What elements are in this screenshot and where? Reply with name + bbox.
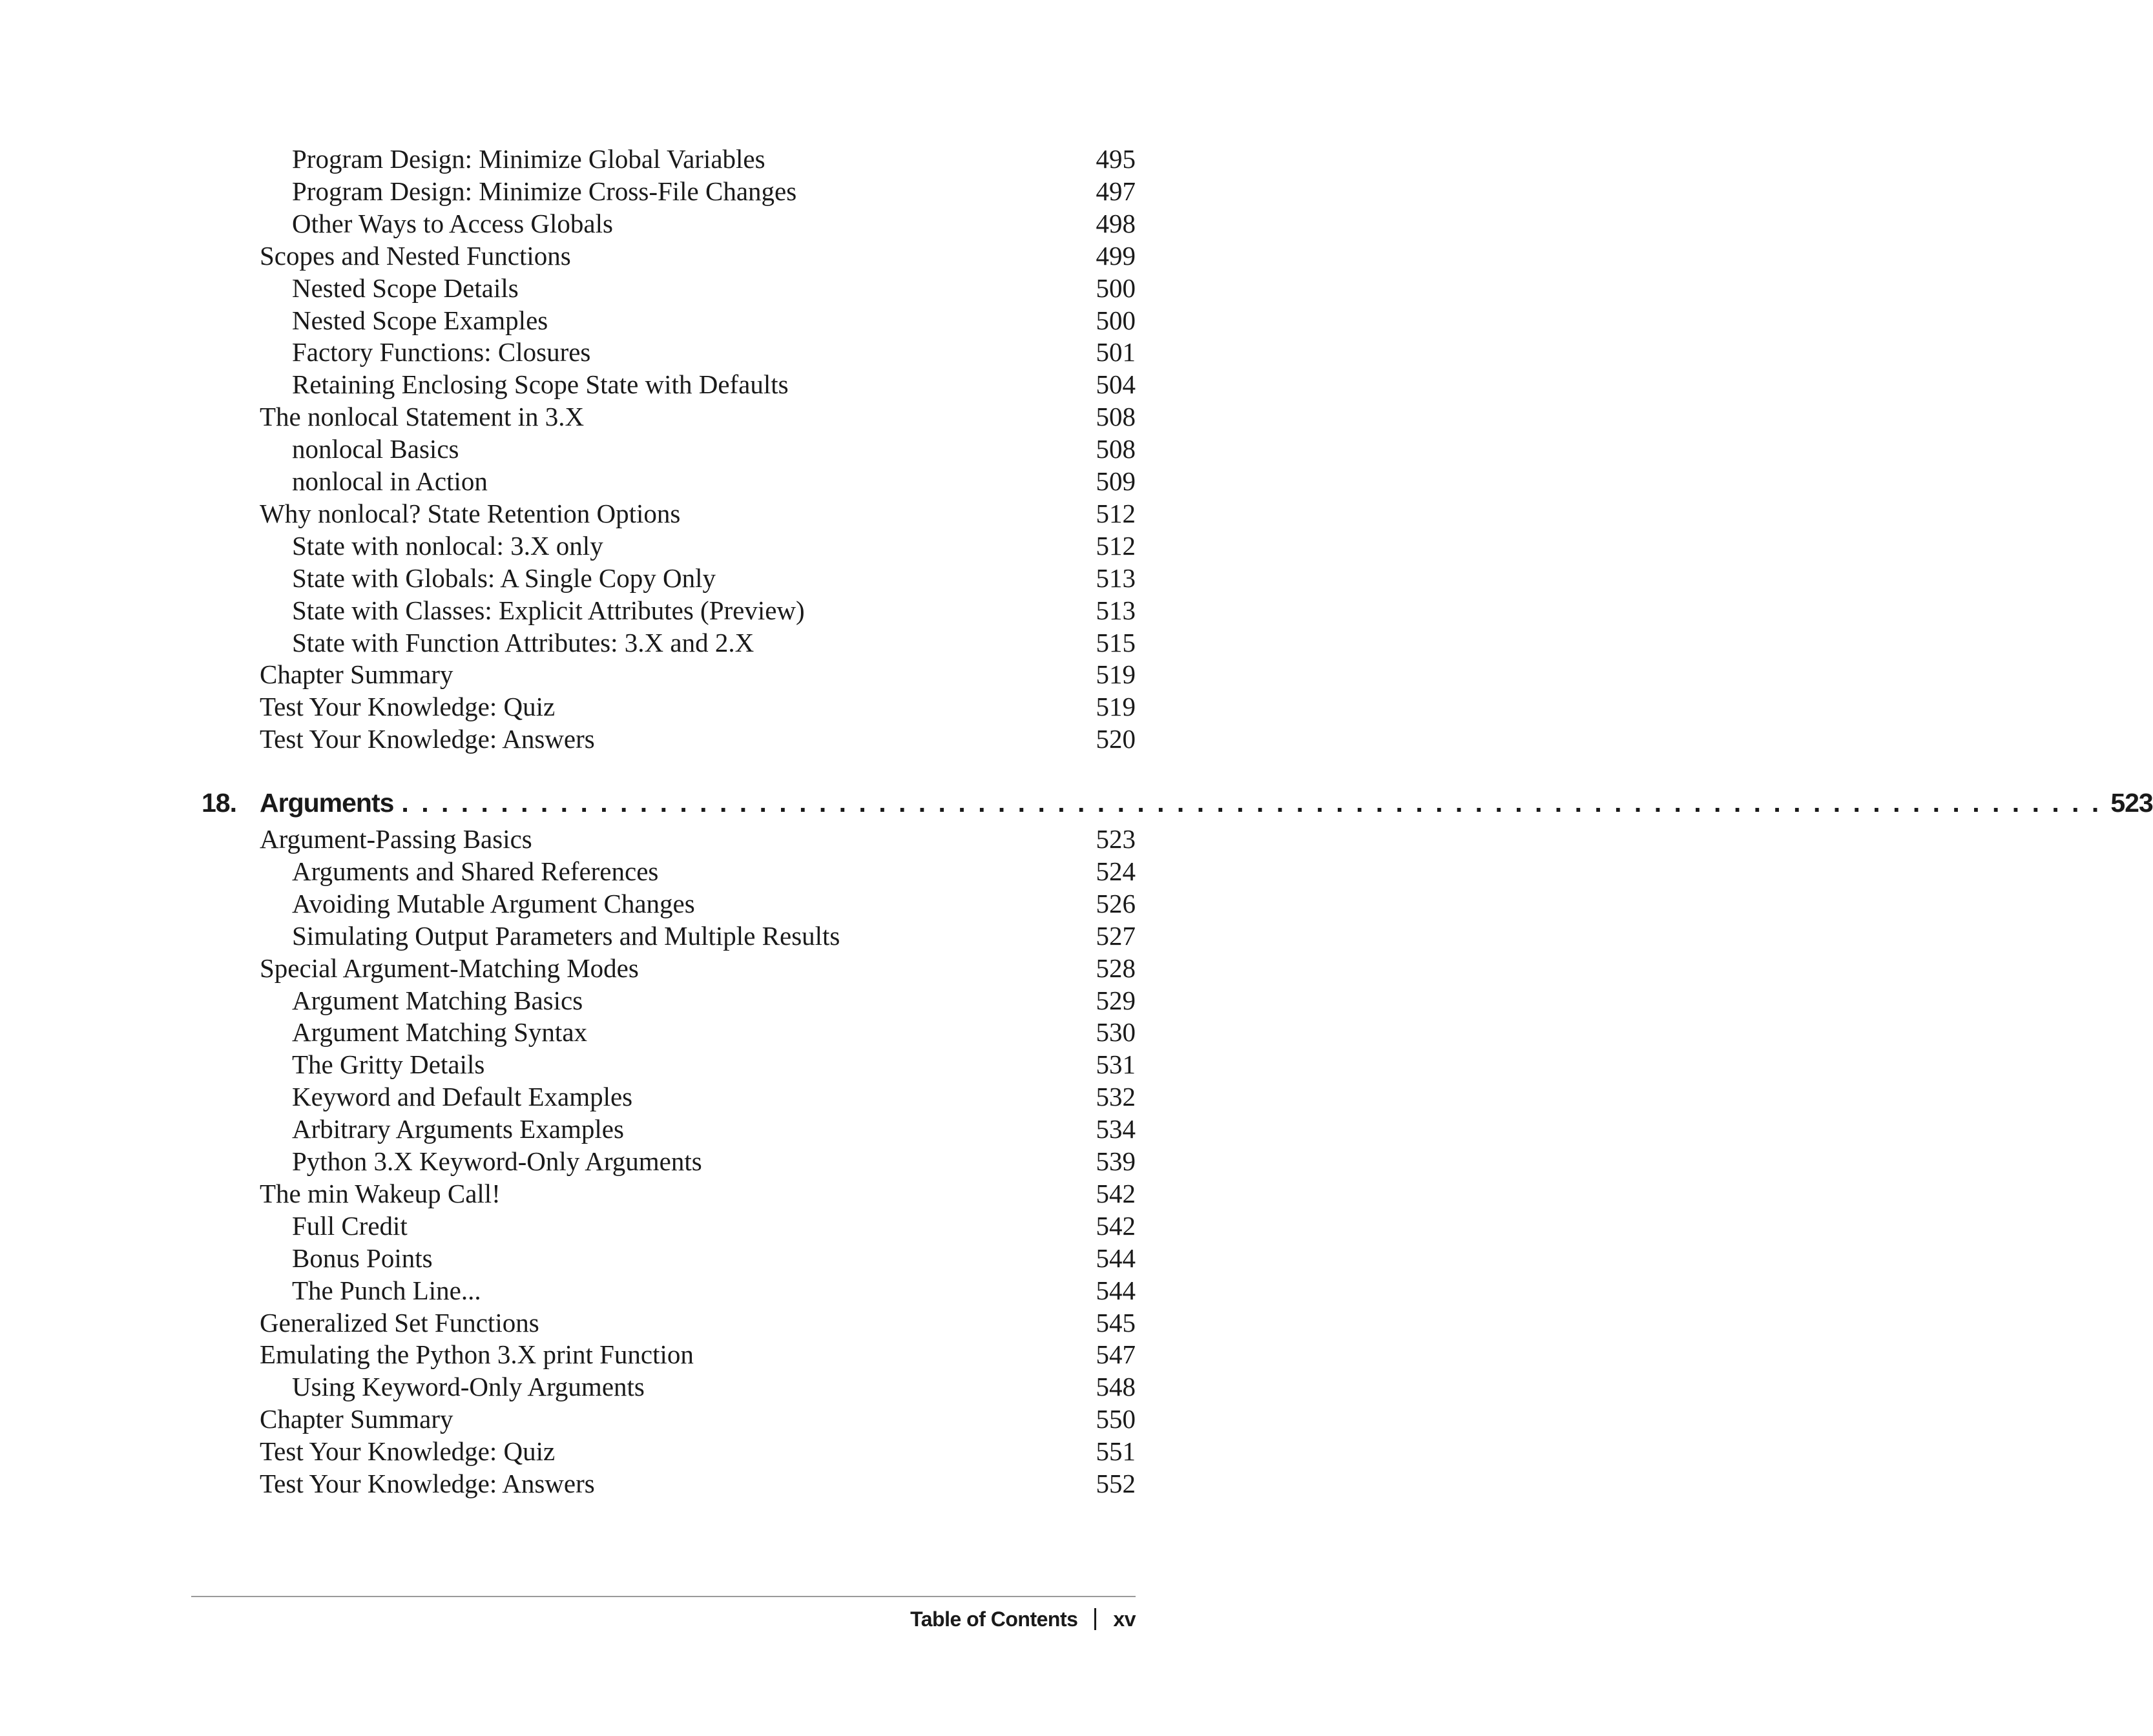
chapter-number: 18. [202, 788, 236, 818]
toc-entry[interactable] [292, 1048, 1136, 1080]
toc-entry-title: Scopes and Nested Functions [260, 240, 571, 271]
toc-entry-title: Simulating Output Parameters and Multiple Results [292, 920, 840, 951]
toc-entry[interactable] [292, 433, 1136, 465]
toc-entry[interactable] [292, 1016, 1136, 1048]
toc-entry-title: Test Your Knowledge: Quiz [260, 692, 556, 722]
toc-entry-page: 508 [1096, 434, 1136, 464]
toc-entry-page: 497 [1096, 176, 1136, 206]
toc-entry[interactable] [292, 1210, 1136, 1242]
toc-entry[interactable] [292, 465, 1136, 497]
toc-entry[interactable] [292, 984, 1136, 1017]
toc-entry[interactable] [260, 1177, 1136, 1210]
toc-entry-page: 500 [1096, 273, 1136, 303]
toc-entry-title: Test Your Knowledge: Answers [260, 724, 595, 754]
toc-entry-title: Special Argument-Matching Modes [260, 953, 639, 983]
footer-section-title: Table of Contents [910, 1607, 1078, 1631]
toc-entry-title: Test Your Knowledge: Quiz [260, 1436, 556, 1467]
toc-entry-title: Chapter Summary [260, 1404, 453, 1434]
toc-entry-title: Factory Functions: Closures [292, 337, 591, 367]
toc-entry-title: State with Classes: Explicit Attributes (Preview) [292, 595, 805, 625]
toc-entry-title: Argument Matching Syntax [292, 1017, 588, 1048]
toc-entry[interactable] [292, 562, 1136, 594]
toc-entry-title: Other Ways to Access Globals [292, 208, 613, 238]
toc-entry-title: State with Globals: A Single Copy Only [292, 563, 716, 593]
toc-entry-page: 529 [1096, 985, 1136, 1015]
toc-entry-title: Why nonlocal? State Retention Options [260, 498, 681, 528]
toc-entry-page: 498 [1096, 208, 1136, 238]
toc-entry[interactable] [260, 690, 1136, 723]
toc-entry[interactable] [260, 823, 1136, 855]
toc-entry[interactable] [292, 1113, 1136, 1145]
toc-entry[interactable] [292, 1370, 1136, 1403]
toc-entry-page: 512 [1096, 498, 1136, 528]
toc-entry[interactable] [260, 658, 1136, 690]
toc-entry[interactable] [292, 855, 1136, 887]
toc-entry-page: 513 [1096, 595, 1136, 625]
toc-entry[interactable] [292, 368, 1136, 400]
toc-entry-title: State with Function Attributes: 3.X and 2.X [292, 627, 754, 657]
chapter-page-number: 523 [2110, 788, 2153, 818]
toc-entry-title: Keyword and Default Examples [292, 1082, 633, 1112]
footer-page-number: xv [1113, 1607, 1136, 1631]
toc-entry-page: 523 [1096, 824, 1136, 854]
toc-entry-title: The min Wakeup Call! [260, 1178, 501, 1208]
toc-entry[interactable] [292, 175, 1136, 207]
toc-entry-page: 512 [1096, 530, 1136, 561]
toc-entry-title: nonlocal in Action [292, 466, 488, 496]
toc-entry-page: 519 [1096, 659, 1136, 690]
toc-entry-page: 545 [1096, 1307, 1136, 1338]
toc-entry[interactable] [292, 143, 1136, 175]
toc-entry[interactable] [292, 1080, 1136, 1113]
toc-entry[interactable] [260, 1435, 1136, 1467]
toc-entry-title: Argument-Passing Basics [260, 824, 532, 854]
toc-entry[interactable] [260, 497, 1136, 530]
toc-entry-page: 551 [1096, 1436, 1136, 1467]
toc-entry[interactable] [292, 207, 1136, 240]
toc-entry[interactable] [260, 400, 1136, 433]
toc-entry[interactable] [292, 530, 1136, 562]
toc-entry-page: 524 [1096, 856, 1136, 886]
toc-entry-title: Generalized Set Functions [260, 1307, 539, 1338]
toc-entry-page: 528 [1096, 953, 1136, 983]
footer-separator [1094, 1608, 1096, 1630]
toc-entry-page: 550 [1096, 1404, 1136, 1434]
toc-entry-title: The Gritty Details [292, 1049, 485, 1080]
toc-entry-title: Bonus Points [292, 1243, 433, 1273]
toc-entry[interactable] [292, 304, 1136, 336]
toc-entry-title: Retaining Enclosing Scope State with Defaults [292, 369, 789, 400]
toc-entry[interactable] [260, 1403, 1136, 1435]
toc-entry-page: 495 [1096, 144, 1136, 174]
chapter-row [260, 785, 2153, 821]
toc-entry-title: Test Your Knowledge: Answers [260, 1469, 595, 1498]
toc-entry[interactable] [260, 1467, 1136, 1500]
toc-entry-title: The Punch Line... [292, 1275, 481, 1305]
toc-entry-title: The nonlocal Statement in 3.X [260, 402, 585, 432]
toc-entry-title: Arbitrary Arguments Examples [292, 1114, 624, 1144]
toc-entry[interactable] [292, 272, 1136, 304]
toc-entry[interactable] [292, 887, 1136, 920]
toc-entry[interactable] [260, 240, 1136, 272]
chapter-title: Arguments [260, 788, 394, 818]
toc-entry-title: Program Design: Minimize Cross-File Changes [292, 176, 797, 206]
toc-entry-page: 504 [1096, 369, 1136, 400]
toc-entry-page: 544 [1096, 1275, 1136, 1305]
toc-entry-page: 508 [1096, 402, 1136, 432]
toc-entry-page: 513 [1096, 563, 1136, 593]
toc-entry-page: 499 [1096, 240, 1136, 271]
toc-entry[interactable] [260, 1338, 1136, 1370]
chapter-dot-leader: . . . . . . . . . . . . . . . . . . . . . . . . . . . . . . . . . . . . . . . . . . . . . . . . . . . . . . . . . . . . . . . . . . . . . . . . . . . . . . . . . . . . . . [401, 788, 2102, 818]
toc-entry[interactable] [292, 920, 1136, 952]
toc-entry-title: Nested Scope Examples [292, 305, 548, 335]
toc-entry[interactable] [260, 952, 1136, 984]
toc-entry-page: 552 [1096, 1469, 1136, 1498]
toc-entry-page: 515 [1096, 627, 1136, 657]
toc-entry-page: 509 [1096, 466, 1136, 496]
toc-entry[interactable] [292, 1145, 1136, 1177]
toc-entry-title: Program Design: Minimize Global Variables [292, 144, 765, 174]
toc-entry-page: 534 [1096, 1114, 1136, 1144]
toc-entry-page: 547 [1096, 1339, 1136, 1370]
toc-entry-page: 501 [1096, 337, 1136, 367]
toc-entry-title: State with nonlocal: 3.X only [292, 530, 603, 561]
toc-entry-title: Emulating the Python 3.X print Function [260, 1339, 694, 1370]
toc-entry-title: Python 3.X Keyword-Only Arguments [292, 1146, 702, 1176]
toc-entry[interactable] [292, 1242, 1136, 1274]
toc-entry-title: Using Keyword-Only Arguments [292, 1372, 645, 1402]
toc-entry-title: Avoiding Mutable Argument Changes [292, 888, 695, 918]
toc-entry-title: Nested Scope Details [292, 273, 519, 303]
toc-entry-title: Chapter Summary [260, 659, 453, 690]
toc-entry-page: 539 [1096, 1146, 1136, 1176]
toc-entry-page: 531 [1096, 1049, 1136, 1080]
toc-entry-page: 548 [1096, 1372, 1136, 1402]
footer-rule [191, 1596, 1136, 1597]
toc-entry-page: 532 [1096, 1082, 1136, 1112]
toc-entry-title: Argument Matching Basics [292, 985, 583, 1015]
toc-entry[interactable] [292, 1274, 1136, 1307]
toc-entry[interactable] [292, 626, 1136, 659]
page-footer [910, 1603, 1136, 1635]
toc-entry-page: 544 [1096, 1243, 1136, 1273]
toc-entry-title: nonlocal Basics [292, 434, 459, 464]
toc-entry-page: 542 [1096, 1210, 1136, 1241]
toc-entry-title: Arguments and Shared References [292, 856, 659, 886]
toc-entry-page: 500 [1096, 305, 1136, 335]
toc-entry-page: 519 [1096, 692, 1136, 722]
toc-entry[interactable] [260, 1307, 1136, 1339]
toc-entry[interactable] [260, 723, 1136, 755]
toc-entry-page: 520 [1096, 724, 1136, 754]
chapter-heading[interactable] [202, 785, 2153, 821]
toc-entry-page: 530 [1096, 1017, 1136, 1048]
toc-entry-title: Full Credit [292, 1210, 408, 1241]
toc-entry-page: 542 [1096, 1178, 1136, 1208]
toc-entry-page: 527 [1096, 920, 1136, 951]
toc-entry[interactable] [292, 336, 1136, 368]
toc-entry[interactable] [292, 594, 1136, 626]
toc-entry-page: 526 [1096, 888, 1136, 918]
